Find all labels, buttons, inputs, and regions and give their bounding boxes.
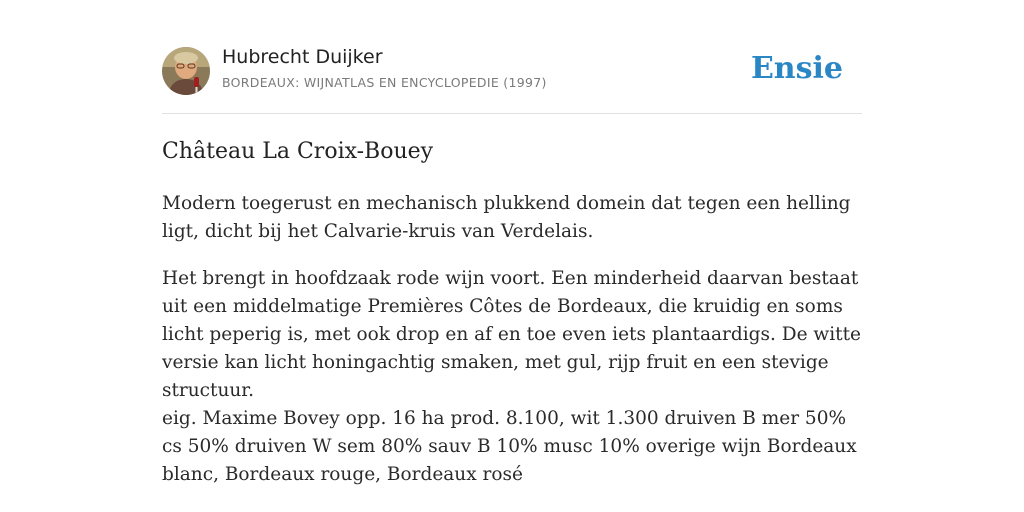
entry-paragraph: eig. Maxime Bovey opp. 16 ha prod. 8.100, wit 1.300 druiven B mer 50% cs 50% druiven W sem 80% sauv B 10% musc 10% overige wijn Bordeaux blanc, Bordeaux rouge, Bordeaux rosé — [162, 408, 857, 485]
ensie-logo[interactable]: Ensie — [750, 51, 843, 86]
entry-paragraph: Modern toegerust en mechanisch plukkend domein dat tegen een helling ligt, dicht bij het Calvarie-kruis van Verdelais. — [162, 193, 851, 242]
author-portrait-icon — [162, 47, 210, 95]
author-avatar[interactable] — [162, 47, 210, 95]
entry-title: Château La Croix-Bouey — [162, 139, 434, 164]
entry-paragraph: Het brengt in hoofdzaak rode wijn voort. Een minderheid daarvan bestaat uit een middelmatige Premières Côtes de Bordeaux, die kruidig en soms licht peperig is, met ook drop en af en toe even iets plantaardigs. De witte versie kan licht honingachtig smaken, met gul, rijp fruit en een stevige structuur. — [162, 268, 861, 401]
entry-card — [162, 0, 862, 485]
entry-header — [162, 0, 862, 114]
author-name[interactable]: Hubrecht Duijker — [222, 46, 383, 68]
source-book[interactable]: BORDEAUX: WIJNATLAS EN ENCYCLOPEDIE (1997) — [222, 75, 547, 90]
